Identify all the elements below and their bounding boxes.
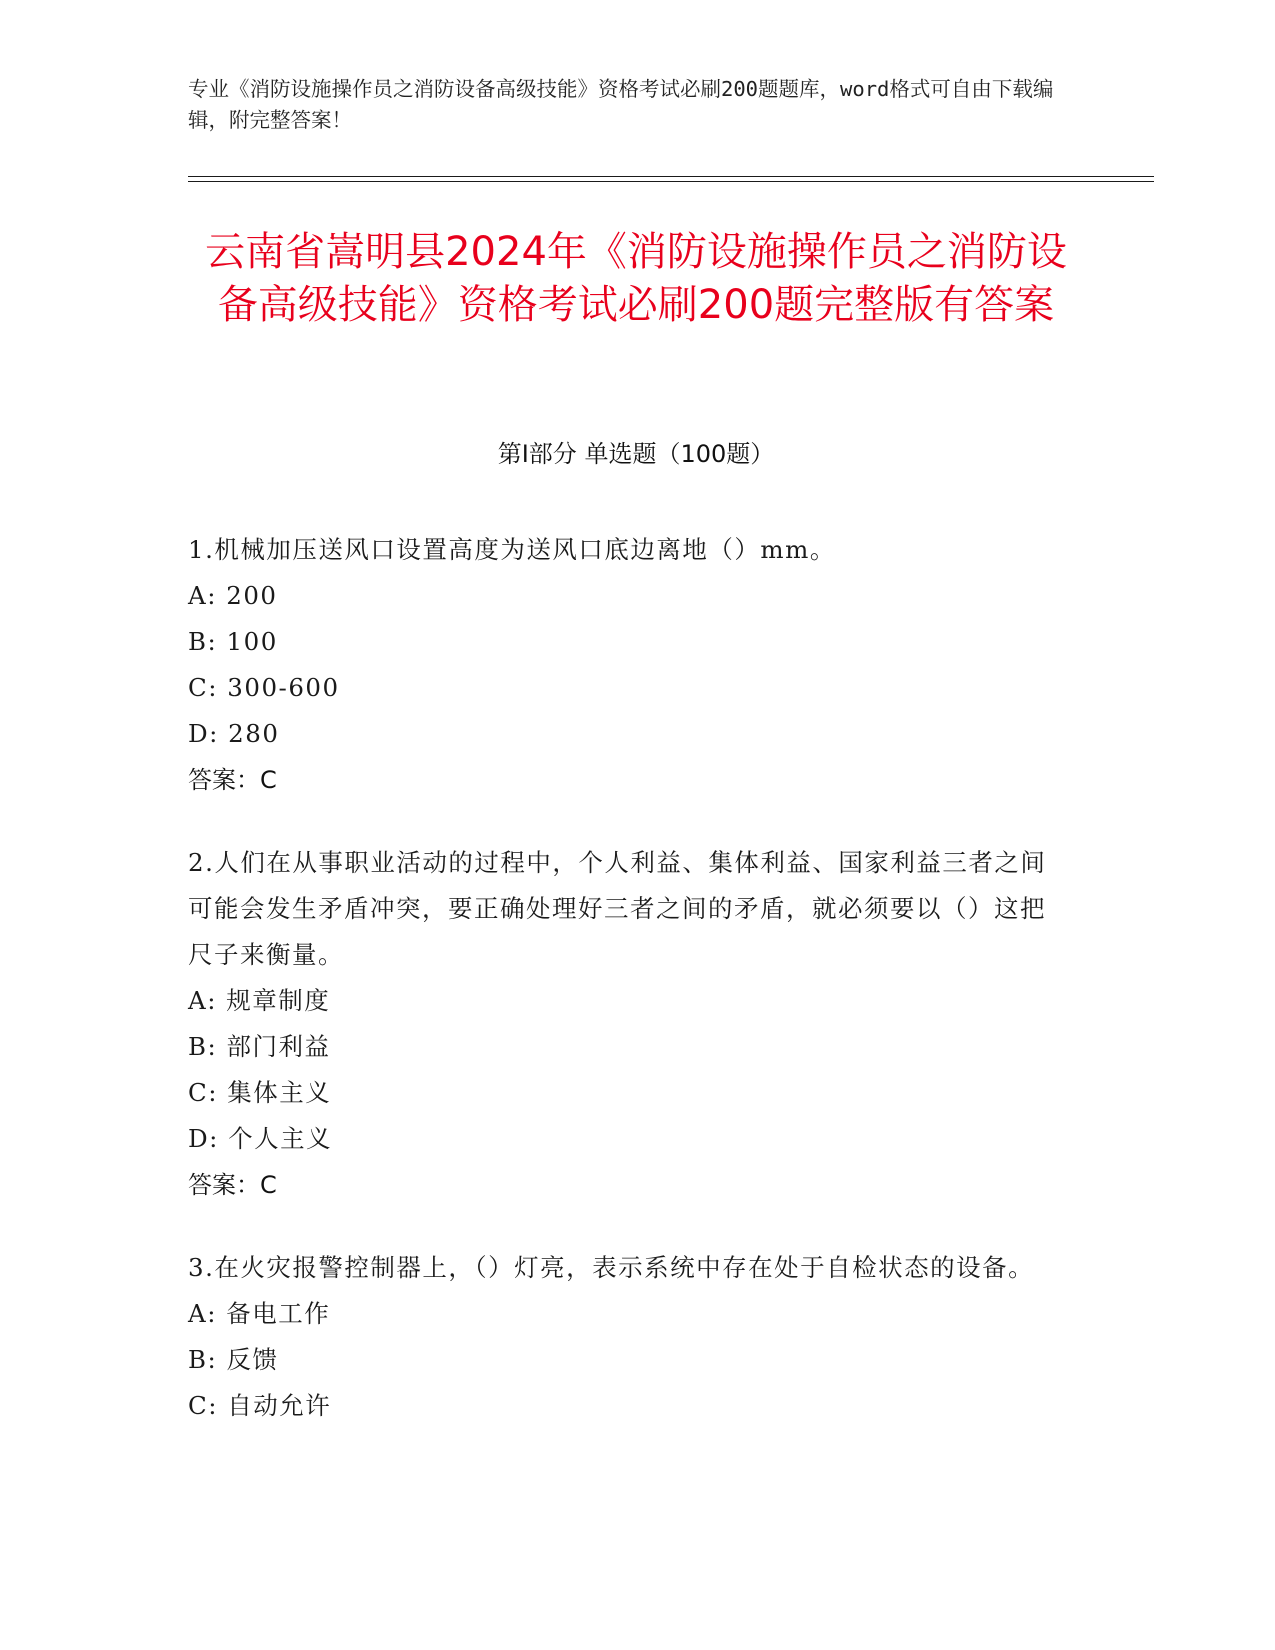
question-item bbox=[188, 527, 1068, 803]
question-item bbox=[188, 1245, 1068, 1429]
header-note: 专业《消防设施操作员之消防设备高级技能》资格考试必刷200题题库，word格式可自由下载编辑，附完整答案！ bbox=[188, 77, 1054, 132]
answer-line: 答案：C bbox=[188, 766, 277, 794]
option-a: A: 规章制度 bbox=[188, 986, 331, 1015]
option-b: B: 反馈 bbox=[188, 1345, 279, 1374]
option-a: A: 200 bbox=[188, 581, 278, 610]
header-rule-top bbox=[188, 176, 1154, 177]
option-d: D: 个人主义 bbox=[188, 1124, 333, 1153]
section-heading: 第I部分 单选题（100题） bbox=[497, 440, 775, 468]
question-stem: 2.人们在从事职业活动的过程中，个人利益、集体利益、国家利益三者之间可能会发生矛盾冲突，要正确处理好三者之间的矛盾，就必须要以（）这把尺子来衡量。 bbox=[188, 848, 1047, 969]
option-b: B: 部门利益 bbox=[188, 1032, 331, 1061]
question-list bbox=[188, 527, 1068, 1466]
header-rule-bottom bbox=[188, 181, 1154, 182]
document-title: 云南省嵩明县2024年《消防设施操作员之消防设备高级技能》资格考试必刷200题完整版有答案 bbox=[205, 229, 1067, 328]
option-c: C: 集体主义 bbox=[188, 1078, 332, 1107]
option-d: D: 280 bbox=[188, 719, 280, 748]
answer-line: 答案：C bbox=[188, 1171, 277, 1199]
option-c: C: 自动允许 bbox=[188, 1391, 332, 1420]
question-stem: 3.在火灾报警控制器上，（）灯亮，表示系统中存在处于自检状态的设备。 bbox=[188, 1253, 1035, 1282]
option-b: B: 100 bbox=[188, 627, 278, 656]
question-stem: 1.机械加压送风口设置高度为送风口底边离地（）mm。 bbox=[188, 535, 836, 564]
option-a: A: 备电工作 bbox=[188, 1299, 331, 1328]
question-item bbox=[188, 840, 1068, 1208]
option-c: C: 300-600 bbox=[188, 673, 340, 702]
